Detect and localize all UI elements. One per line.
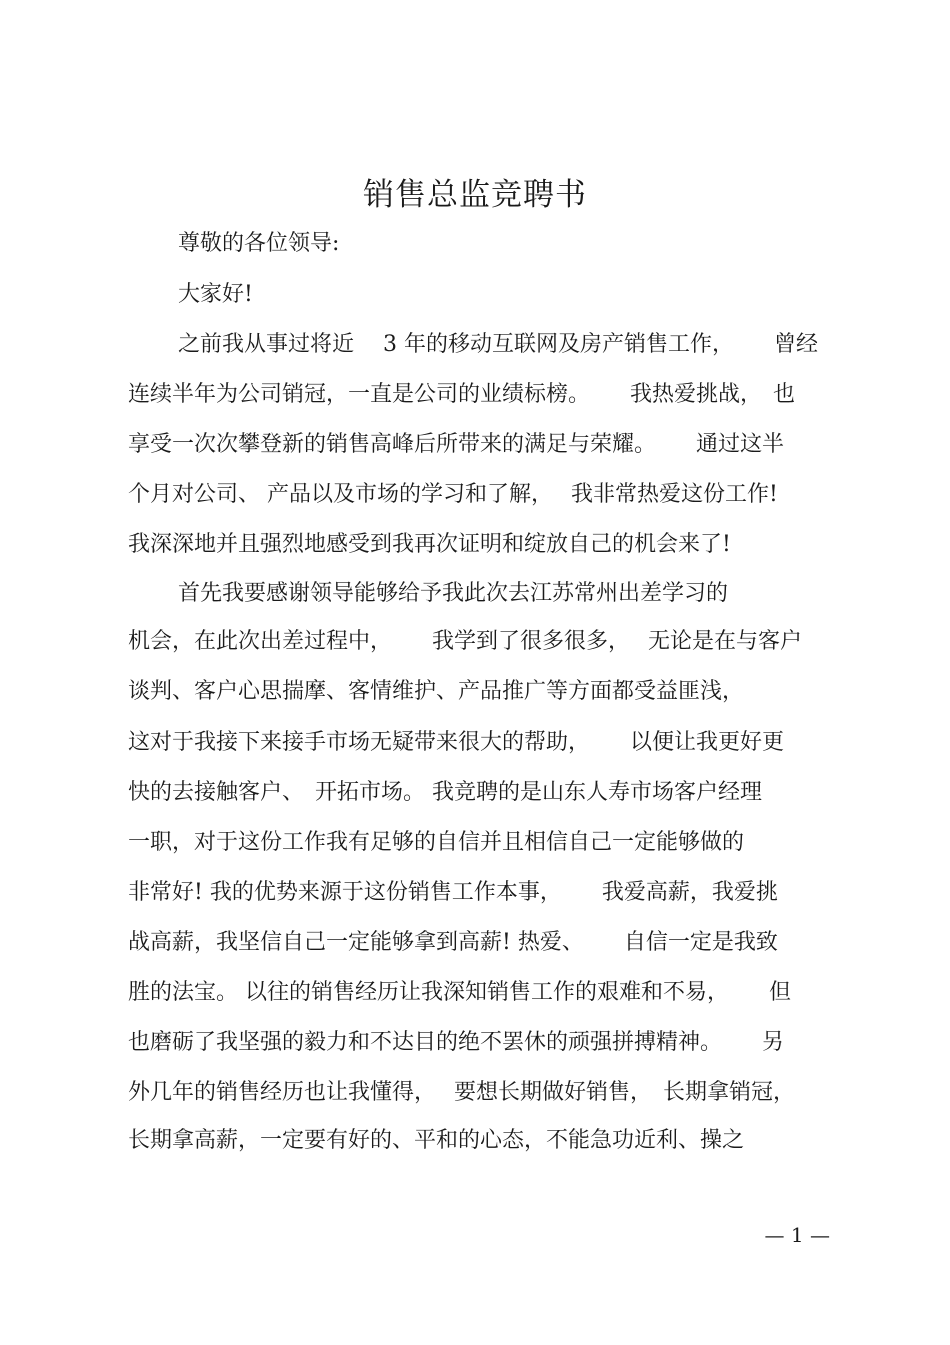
paragraph-line: 享受一次次攀登新的销售高峰后所带来的满足与荣耀。 通过这半 [128, 432, 784, 457]
paragraph-line: 个月对公司、 产品以及市场的学习和了解， 我非常热爱这份工作! [128, 482, 778, 507]
paragraph-line: 机会，在此次出差过程中， 我学到了很多很多， 无论是在与客户 [128, 629, 802, 654]
document-title: 销售总监竞聘书 [363, 177, 587, 213]
paragraph-line: 也磨砺了我坚强的毅力和不达目的绝不罢休的顽强拼搏精神。 另 [128, 1030, 784, 1055]
paragraph-line: 之前我从事过将近 3 年的移动互联网及房产销售工作， 曾经 [178, 332, 818, 357]
paragraph-line: 快的去接触客户、 开拓市场。 我竞聘的是山东人寿市场客户经理 [128, 780, 762, 805]
paragraph-line: 战高薪，我坚信自己一定能够拿到高薪! 热爱、 自信一定是我致 [128, 930, 778, 955]
paragraph-line: 一职，对于这份工作我有足够的自信并且相信自己一定能够做的 [128, 830, 745, 855]
paragraph-line: 胜的法宝。 以往的销售经历让我深知销售工作的艰难和不易， 但 [128, 980, 791, 1005]
paragraph-line: 首先我要感谢领导能够给予我此次去江苏常州出差学习的 [178, 581, 729, 606]
paragraph-line: 外几年的销售经历也让我懂得， 要想长期做好销售， 长期拿销冠， [128, 1080, 795, 1105]
greeting-line: 大家好! [178, 282, 253, 307]
paragraph-line: 谈判、客户心思揣摩、客情维护、产品推广等方面都受益匪浅， [128, 679, 745, 704]
page-number: — 1 — [764, 1223, 830, 1247]
salutation-line: 尊敬的各位领导: [178, 231, 340, 256]
paragraph-line: 我深深地并且强烈地感受到我再次证明和绽放自己的机会来了! [128, 532, 731, 557]
paragraph-line: 长期拿高薪，一定要有好的、平和的心态，不能急功近利、操之 [128, 1128, 745, 1153]
paragraph-line: 连续半年为公司销冠，一直是公司的业绩标榜。 我热爱挑战， 也 [128, 382, 795, 407]
paragraph-line: 非常好! 我的优势来源于这份销售工作本事， 我爱高薪，我爱挑 [128, 880, 778, 905]
paragraph-line: 这对于我接下来接手市场无疑带来很大的帮助， 以便让我更好更 [128, 730, 784, 755]
